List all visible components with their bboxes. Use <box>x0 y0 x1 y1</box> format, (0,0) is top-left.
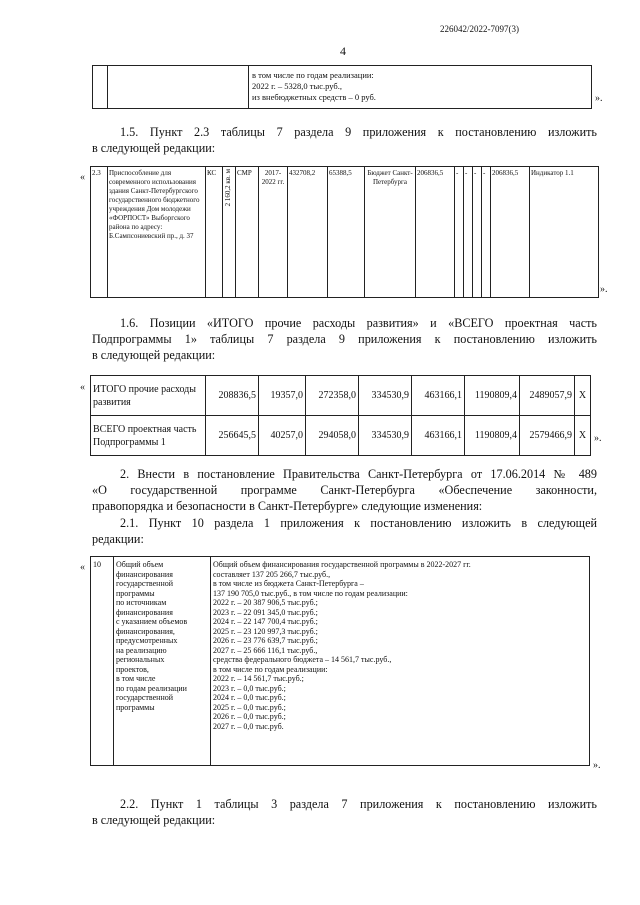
cell-num: 10 <box>91 557 114 766</box>
cell-smr: СМР <box>236 167 259 298</box>
table-item-10 <box>90 556 590 766</box>
table1-line: в том числе по годам реализации: <box>252 70 374 80</box>
cell-dash: - <box>482 167 491 298</box>
open-quote: « <box>80 382 85 393</box>
table1-line: из внебюджетных средств – 0 руб. <box>252 92 376 102</box>
cell-label: Общий объем финансирования государственной программы по источникам финансирования с указанием объемов финансирования, предусмотренных на реализацию региональных проектов, в том числе по годам реализации государственной программы <box>114 557 211 766</box>
table1-line: 2022 г. – 5328,0 тыс.руб., <box>252 81 342 91</box>
document-number: 226042/2022-7097(3) <box>440 24 519 34</box>
cell-value-2: 65388,5 <box>328 167 365 298</box>
table-totals <box>90 375 591 456</box>
paragraph-2: 2. Внести в постановление Правительства Санкт-Петербурга от 17.06.2014 № 489 «О государственной программе Санкт-Петербурга «Обеспечение законности, правопорядка и безопасности в Санкт-Петербурге» следующие изменения: <box>92 467 597 513</box>
cell-dash: - <box>473 167 482 298</box>
row-label: ВСЕГО проектная часть Подпрограммы 1 <box>91 416 206 456</box>
cell-num: 2.3 <box>91 167 108 298</box>
paragraph-1-6: 1.6. Позиции «ИТОГО прочие расходы развития» и «ВСЕГО проектная часть Подпрограммы 1» таблицы 7 раздела 9 приложения к постановлению изложить в следующей редакции: <box>92 316 597 362</box>
table-row: ВСЕГО проектная часть Подпрограммы 1 256645,5 40257,0 294058,0 334530,9 463166,1 1190809,4 2579466,9 X <box>91 416 591 456</box>
cell-indicator: Индикатор 1.1 <box>530 167 599 298</box>
cell-dash: - <box>455 167 464 298</box>
paragraph-2-1: 2.1. Пункт 10 раздела 1 приложения к постановлению изложить в следующей редакции: <box>92 516 597 546</box>
open-quote: « <box>80 172 85 183</box>
cell-object-name: Приспособление для современного использования здания Санкт-Петербургского государственного бюджетного учреждения Дом молодежи «ФОРПОСТ» Выборгского района по адресу: Б.Сампсониевский пр., д. 37 <box>108 167 206 298</box>
table1-text-cell <box>249 66 592 109</box>
cell-dash: - <box>464 167 473 298</box>
paragraph-2-2: 2.2. Пункт 1 таблицы 3 раздела 7 приложения к постановлению изложить в следующей редакции: <box>92 797 597 827</box>
table-row: ИТОГО прочие расходы развития 208836,5 19357,0 272358,0 334530,9 463166,1 1190809,4 2489057,9 X <box>91 376 591 416</box>
close-quote: ». <box>595 93 603 104</box>
table-item-2-3 <box>90 166 599 298</box>
close-quote: ». <box>600 284 608 295</box>
cell-value-3: 206836,5 <box>416 167 455 298</box>
close-quote: ». <box>594 433 602 444</box>
cell-period: 2017-2022 гг. <box>259 167 288 298</box>
close-quote: ». <box>593 760 601 771</box>
row-label: ИТОГО прочие расходы развития <box>91 376 206 416</box>
paragraph-1-5: 1.5. Пункт 2.3 таблицы 7 раздела 9 приложения к постановлению изложить в следующей редакции: <box>92 125 597 155</box>
open-quote: « <box>80 562 85 573</box>
cell-value-4: 206836,5 <box>491 167 530 298</box>
cell-value-1: 432708,2 <box>288 167 328 298</box>
table-fragment-top <box>92 65 592 109</box>
page-number: 4 <box>340 44 346 58</box>
cell-ks: КС <box>206 167 223 298</box>
cell-area: 2 160,2 кв. м <box>223 167 236 298</box>
cell-source: Бюджет Санкт-Петербурга <box>365 167 416 298</box>
cell-content: Общий объем финансирования государственной программы в 2022-2027 гг. составляет 137 205 266,7 тыс.руб., в том числе из бюджета Санкт-Петербурга – 137 190 705,0 тыс.руб., в том числе по годам реализации: 2022 г. – 20 387 906,5 тыс.руб.; 2023 г. – 22 091 345,0 тыс.руб.; 2024 г. – 22 147 700,4 тыс.руб.; 2025 г. – 23 120 997,3 тыс.руб.; 2026 г. – 23 776 639,7 тыс.руб.; 2027 г. – 25 666 116,1 тыс.руб., средства федерального бюджета – 14 561,7 тыс.руб., в том числе по годам реализации: 2022 г. – 14 561,7 тыс.руб.; 2023 г. – 0,0 тыс.руб.; 2024 г. – 0,0 тыс.руб.; 2025 г. – 0,0 тыс.руб.; 2026 г. – 0,0 тыс.руб.; 2027 г. – 0,0 тыс.руб. <box>211 557 590 766</box>
